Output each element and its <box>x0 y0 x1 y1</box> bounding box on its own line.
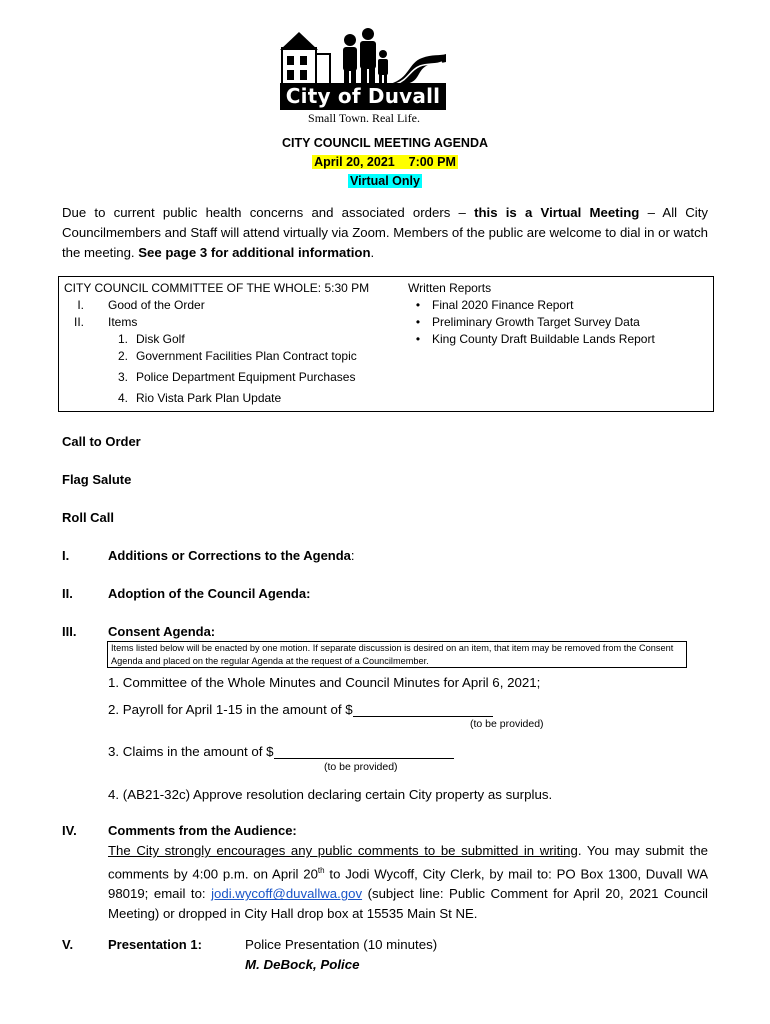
bullet-icon: • <box>415 315 421 329</box>
committee-subitem-num: 3. <box>117 370 128 384</box>
consent-item-2 <box>108 701 493 717</box>
logo-tagline: Small Town. Real Life. <box>308 111 420 125</box>
intro-text-1: Due to current public health concerns and associated orders – <box>62 205 475 220</box>
claims-amount-blank <box>274 743 454 759</box>
section-2-title: Adoption of the Council Agenda: <box>108 586 311 601</box>
agenda-date-row <box>0 155 770 169</box>
intro-text-3: . <box>370 245 375 260</box>
written-report-item <box>408 331 708 348</box>
presentation-presenter: M. DeBock, Police <box>245 957 360 972</box>
comments-text-3: (subject line: Public Comment for April 20, 2021 Council Meeting) or dropped in City Hall drop box at 15535 Main St NE. <box>108 886 708 922</box>
section-1-num: I. <box>62 548 70 563</box>
payroll-amount-blank <box>353 701 493 717</box>
section-1-colon: : <box>350 548 355 563</box>
payroll-note: (to be provided) <box>470 718 544 730</box>
clerk-email-link[interactable]: jodi.wycoff@duvallwa.gov <box>211 886 363 902</box>
section-5-title: Presentation 1: <box>108 937 202 952</box>
logo-banner: City of Duvall <box>280 83 446 110</box>
comments-underlined: The City strongly encourages any public comments to be submitted in writing <box>108 843 578 858</box>
committee-subitem <box>64 369 394 386</box>
section-5-num: V. <box>62 937 74 952</box>
committee-item-label: Good of the Order <box>108 298 205 312</box>
written-report-label: Final 2020 Finance Report <box>432 298 574 312</box>
committee-subitem-label: Rio Vista Park Plan Update <box>136 391 282 405</box>
consent-item-2-text: 2. Payroll for April 1-15 in the amount of $ <box>108 702 353 717</box>
committee-item-label: Items <box>108 315 138 329</box>
consent-item-3-text: 3. Claims in the amount of $ <box>108 744 274 759</box>
comments-text-2: to Jodi Wycoff, City Clerk, by mail to: PO Box 1300, Duvall WA 98019; email to: <box>108 866 708 902</box>
committee-item-num: II. <box>73 315 84 329</box>
consent-item-3 <box>108 743 454 759</box>
comments-sup: th <box>317 866 325 875</box>
section-4-num: IV. <box>62 823 77 838</box>
committee-subitem <box>64 390 394 407</box>
comments-paragraph <box>108 841 708 924</box>
agenda-date-time: April 20, 2021 7:00 PM <box>314 155 456 169</box>
section-1-title-text: Additions or Corrections to the Agenda <box>108 548 351 563</box>
intro-virtual-meeting: this is a Virtual Meeting <box>474 205 640 220</box>
consent-note-box: Items listed below will be enacted by one motion. If separate discussion is desired on an item, that item may be removed from the Consent Agenda and placed on the regular Agenda at the request of a Councilmember. <box>107 641 687 668</box>
committee-subitem-label: Disk Golf <box>136 332 185 346</box>
written-report-label: Preliminary Growth Target Survey Data <box>432 315 640 329</box>
written-report-label: King County Draft Buildable Lands Report <box>432 332 655 346</box>
bullet-icon: • <box>415 332 421 346</box>
section-4-title: Comments from the Audience: <box>108 823 297 838</box>
intro-text-2: – All City Councilmembers and Staff will attend virtually via Zoom. Members of the public are welcome to dial in or watch the meeting. <box>62 205 708 260</box>
agenda-mode: Virtual Only <box>350 174 420 188</box>
flag-salute: Flag Salute <box>62 472 132 487</box>
claims-note: (to be provided) <box>324 761 398 773</box>
committee-subitem <box>64 331 394 348</box>
section-3-title: Consent Agenda: <box>108 624 216 639</box>
bullet-icon: • <box>415 298 421 312</box>
written-report-item <box>408 297 708 314</box>
section-3-num: III. <box>62 624 77 639</box>
section-2-num: II. <box>62 586 73 601</box>
committee-subitem-label: Government Facilities Plan Contract topic <box>136 349 357 363</box>
committee-item-num: I. <box>77 298 84 312</box>
consent-item-1: 1. Committee of the Whole Minutes and Council Minutes for April 6, 2021; <box>108 675 541 690</box>
committee-subitem-label: Police Department Equipment Purchases <box>136 370 356 384</box>
committee-item <box>64 297 394 314</box>
call-to-order: Call to Order <box>62 434 141 449</box>
committee-item <box>64 314 394 331</box>
written-reports-title: Written Reports <box>408 281 492 295</box>
roll-call: Roll Call <box>62 510 115 525</box>
agenda-title: CITY COUNCIL MEETING AGENDA <box>281 136 489 150</box>
written-report-item <box>408 314 708 331</box>
written-reports-column <box>408 280 708 348</box>
committee-subitem-num: 4. <box>117 391 128 405</box>
committee-left-column <box>64 280 394 407</box>
committee-subitem-num: 2. <box>117 349 128 363</box>
committee-subitem <box>64 348 394 365</box>
section-1-title <box>108 548 355 563</box>
agenda-mode-row <box>0 174 770 188</box>
committee-subitem-num: 1. <box>117 332 128 346</box>
presentation-title: Police Presentation (10 minutes) <box>245 937 438 952</box>
committee-title: CITY COUNCIL COMMITTEE OF THE WHOLE: 5:30 PM <box>64 281 370 295</box>
consent-item-4: 4. (AB21-32c) Approve resolution declaring certain City property as surplus. <box>108 787 553 802</box>
intro-see-page-3: See page 3 for additional information <box>138 245 371 260</box>
comments-text-1: . You may submit the comments by 4:00 p.m. on April 20 <box>108 843 708 882</box>
intro-paragraph <box>62 203 708 263</box>
